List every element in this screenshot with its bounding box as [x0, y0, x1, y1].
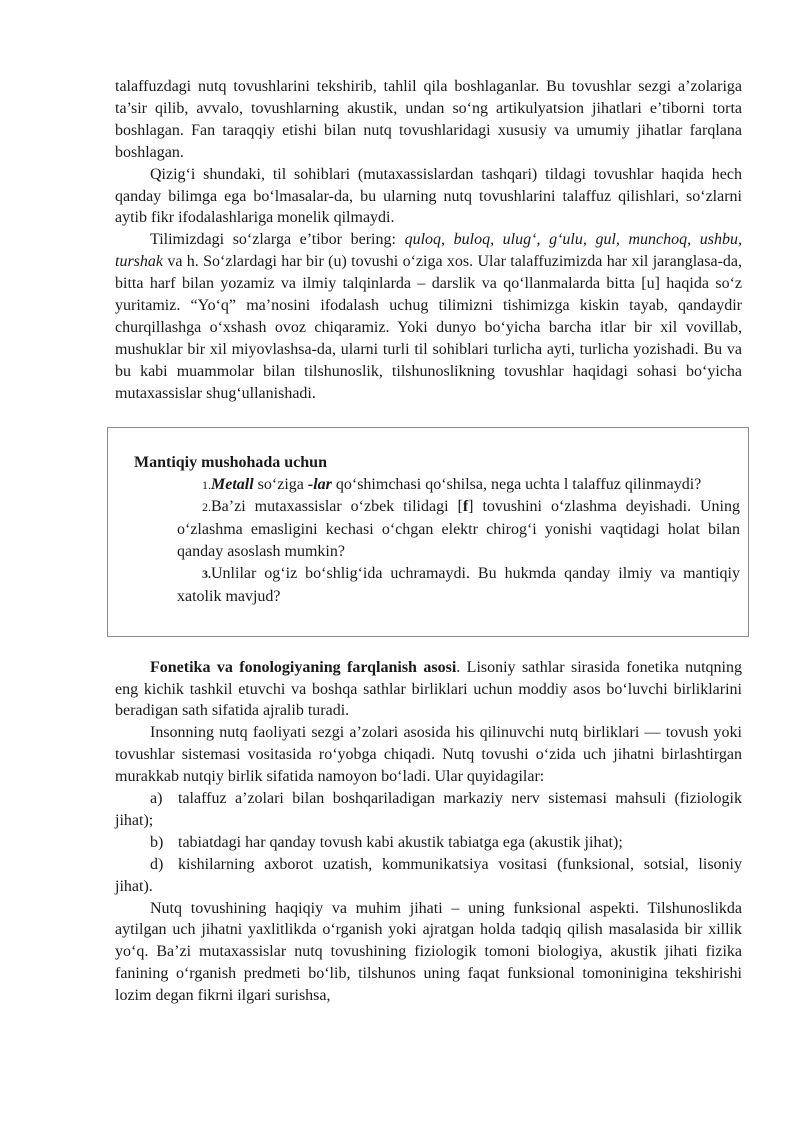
question-1-suffix: -lar: [307, 475, 332, 493]
question-2-after: ] tovushini o‘zlashma deyishadi. Uning o‘zlashma emasligini kechasi o‘chgan elektr chirog‘i yonishi vaqtidagi holat bilan qanday asoslash mumkin?: [177, 498, 740, 561]
intro-paragraph-2: Qizig‘i shundaki, til sohiblari (mutaxassislardan tashqari) tildagi tovushlar haqida hech qanday bilimga ega bo‘lmasalar-da, bu ularning nutq tovushlarini talaffuz qilishlari, so‘zlarni aytib fikr ifodalashlariga monelik qilmaydi.: [115, 165, 742, 227]
question-2-number: 2.: [202, 500, 211, 515]
list-item-b-label: b): [150, 833, 164, 851]
question-1-mid: so‘ziga: [253, 475, 308, 493]
question-1-word: Metall: [211, 475, 254, 493]
section-paragraph-1: [115, 657, 742, 723]
section-heading: Fonetika va fonologiyaning farqlanish asosi: [150, 658, 457, 676]
intro-paragraph-3: [115, 229, 742, 404]
intro-paragraph-1: talaffuzdagi nutq tovushlarini tekshirib, tahlil qila boshlaganlar. Bu tovushlar sezgi a’zolariga ta’sir qilib, avvalo, tovushlarning akustik, undan so‘ng artikulyatsion jihatlari e’tiborni torta boshlagan. Fan taraqqiy etishi bilan nutq tovushlaridagi xususiy va umumiy jihatlar farqlana boshlagan.: [115, 78, 742, 161]
question-2-letter: f: [462, 498, 469, 516]
p3-rest: va h. So‘zlardagi har bir (u) tovushi o‘ziga xos. Ular talaffuzimizda har xil jaranglasa-da, bitta harf bilan yozamiz va ilmiy talqinlarda – darslik va qo‘llanmalarda bitta [u] haqida so‘z yuritamiz. “Yo‘q” ma’nosini ifodalash uchug tilimizni tishimizga kiskin tayab, qandaydir churqillashga o‘xshash ovoz chiqaramiz. Yoki dunyo bo‘yicha barcha itlar bir xil vovillab, mushuklar bir xil miyovlashsa-da, ularni turli til sohiblari turlicha ayti, turlicha yozishadi. Bu va bu kabi muammolar bilan tilshunoslik, tilshunoslikning tovushlar haqidagi sohasi bo‘yicha mutaxassislar shug‘ullanishadi.: [115, 253, 742, 402]
list-item-d: [115, 854, 742, 898]
question-1-rest: qo‘shimchasi qo‘shilsa, nega uchta l talaffuz qilinmaydi?: [331, 475, 702, 493]
question-2-before: Ba’zi mutaxassislar o‘zbek tilidagi [: [211, 498, 463, 516]
p3-examples: quloq, buloq, ulug‘, g‘ulu, gul, munchoq, ushbu, turshak: [115, 231, 743, 271]
list-item-a-label: a): [150, 790, 163, 808]
section-heading-rest: . Lisoniy sathlar sirasida fonetika nutqning eng kichik tashkil etuvchi va boshqa sathlar birliklari uchun moddiy asos bo‘luvchi birliklarini beradigan sath sifatida ajralib turadi.: [115, 658, 742, 720]
list-item-b-text: tabiatdagi har qanday tovush kabi akustik tabiatga ega (akustik jihat);: [178, 833, 623, 851]
list-item-a: [115, 788, 742, 832]
list-item-d-text: kishilarning axborot uzatish, kommunikatsiya vositasi (funksional, sotsial, lisoniy jihat).: [115, 855, 742, 895]
list-item-a-text: talaffuz a’zolari bilan boshqariladigan markaziy nerv sistemasi mahsuli (fiziologik jihat);: [115, 790, 742, 829]
question-2: [177, 496, 740, 563]
list-item-d-label: d): [150, 855, 164, 873]
document-page: [115, 76, 742, 1007]
section-paragraph-2: Insonning nutq faoliyati sezgi a’zolari asosida his qilinuvchi nutq birliklari — tovush yoki tovushlar sistemasi vositasida ro‘yobga chiqadi. Nutq tovushi o‘zida uch jihatni birlashtirgan murakkab nutqiy birlik sifatida namoyon bo‘ladi. Ular quyidagilar:: [115, 724, 742, 786]
question-1-number: 1.: [202, 477, 211, 492]
logic-exercise-box: [107, 427, 749, 637]
section-paragraph-last: Nutq tovushining haqiqiy va muhim jihati – uning funksional aspekti. Tilshunoslikda aytilgan uch jihatni yaxlitlikda o‘rganish yoki ajratgan holda tadqiq qilish masalasida bir xillik yo‘q. Ba’zi mutaxassislar nutq tovushining fiziologik tomoni biologiya, akustik jihati fizika fanining o‘rganish predmeti bo‘lib, tilshunos uning faqat funksional tomoninigina tekshirishi lozim degan fikrni ilgari surishsa,: [115, 899, 742, 1005]
question-1: [177, 474, 740, 497]
p3-lead: Tilimizdagi so‘zlarga e’tibor bering:: [150, 231, 405, 249]
box-title: Mantiqiy mushohada uchun: [134, 453, 327, 471]
list-item-b: [115, 832, 742, 854]
question-3-number: 3.: [202, 567, 211, 582]
question-3: [177, 563, 740, 608]
question-3-text: Unlilar og‘iz bo‘shlig‘ida uchramaydi. Bu hukmda qanday ilmiy va mantiqiy xatolik mavjud?: [177, 565, 740, 606]
